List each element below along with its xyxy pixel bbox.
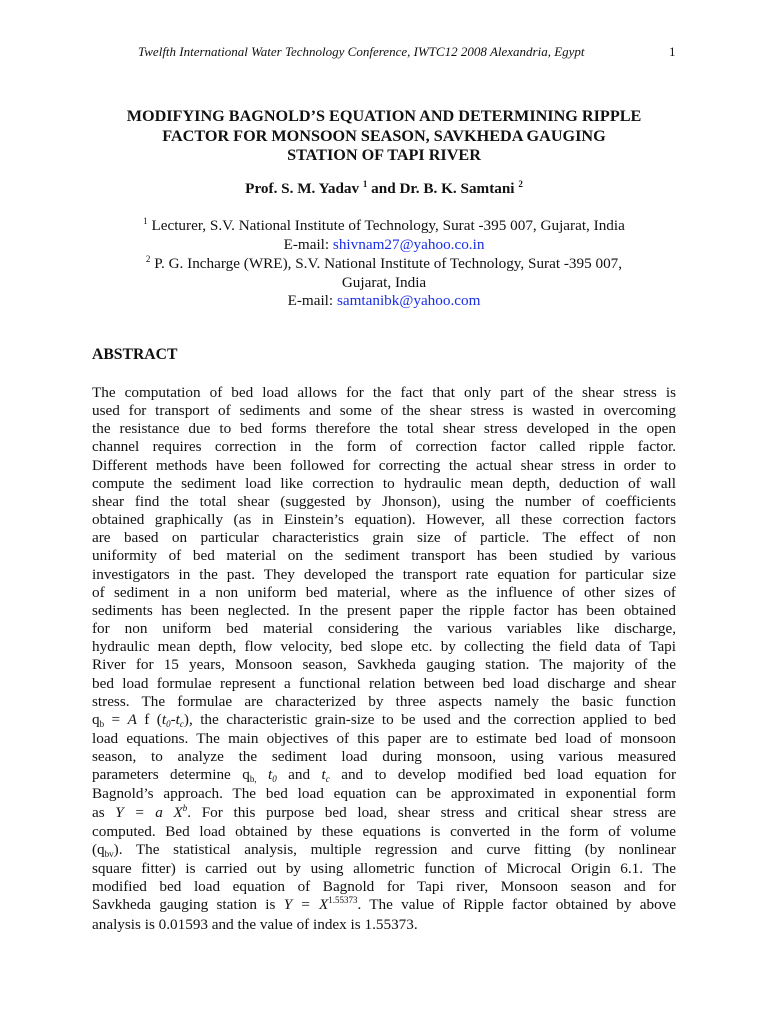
author-name: Dr. B. K. Samtani [399,180,515,197]
author-line [92,180,676,199]
affiliation-2: $^2$ P. G. Incharge (WRE), S.V. National Institute of Technology, Surat -395 007, [145,253,623,272]
conference-name: Twelfth International Water Technology Conference, IWTC12 2008 Alexandria, Egypt [138,44,585,59]
abstract-line: River for 15 years, Monsoon season, Savkheda gauging station. The majority of the [92,656,676,674]
abstract-line: Bagnold’s approach. The bed load equation can be approximated in exponential form [92,785,676,803]
abstract-line: obtained graphically (as in Einstein’s equation). However, all these correction factors [92,511,676,529]
abstract-line: hydraulic mean depth, flow velocity, bed slope etc. by collecting the field data of Tapi [92,638,676,656]
abstract-line: compute the sediment load like correction to hydraulic mean depth, deduction of wall [92,474,676,492]
abstract-line-formula: parameters determine $q_{b,}$ $t_0$ and $t_c$ and to develop modified bed load equation for [92,766,677,785]
affiliation-1: $^1$ Lecturer, S.V. National Institute of Technology, Surat -395 007, Gujarat, India [143,216,625,234]
affiliations [92,217,676,310]
abstract-line: computed. Bed load obtained by these equations is converted in the form of volume [92,822,676,840]
abstract-heading: ABSTRACT [92,346,178,363]
affiliation-marker: 1 [362,179,368,189]
page-number: 1 [669,44,676,59]
abstract-line: season, to analyze the sediment load during monsoon, using various measured [92,748,676,766]
email-link[interactable]: shivnam27@yahoo.co.in [332,236,485,254]
abstract-line: modified bed load equation of Bagnold for Tapi river, Monsoon season and for [92,878,676,896]
abstract-line: bed load formulae represent a functional relation between bed load discharge and shear [92,674,676,692]
email-link[interactable]: samtanibk@yahoo.com [336,292,481,310]
abstract-line: for non uniform bed material considering the various variables like discharge, [92,620,676,638]
affiliation-marker: 2 [145,253,151,264]
affiliation-marker: 2 [518,179,523,189]
abstract-line: investigators in the past. They developed the transport rate equation for particular size [92,565,676,583]
abstract-line: shear find the total shear (suggested by Jhonson), using the number of coefficients [92,492,676,510]
abstract-line: used for transport of sediments and some of the shear stress is wasted in overcoming [92,402,676,420]
abstract-line: load equations. The main objectives of this paper are to estimate bed load of monsoon [92,729,676,747]
abstract-line: stress. The formulae are characterized by three aspects namely the basic function [92,692,676,710]
abstract-line: the resistance due to bed forms therefore the total shear stress developed in the open [92,420,676,438]
affiliation-2-cont: Gujarat, India [341,273,427,291]
title-line: FACTOR FOR MONSOON SEASON, SAVKHEDA GAUGING [162,126,606,145]
abstract-line: sediments has been neglected. In the present paper the ripple factor has been obtained [92,601,676,619]
paper-title [92,107,676,166]
abstract-line: uniformity of bed material on the sediment transport has been studied by various [92,547,676,565]
abstract-line: channel requires correction in the form of correction factor called ripple factor. [92,438,676,456]
title-line: STATION OF TAPI RIVER [287,146,481,164]
email-line: E-mail: shivnam27@yahoo.co.in [283,236,485,254]
abstract-text [92,384,676,934]
abstract-line: Different methods have been followed for correcting the actual shear stress in order to [92,456,676,474]
abstract-line: square fitter) is carried out by using allometric function of Microcal Origin 6.1. The [92,860,676,878]
affiliation-marker: 1 [143,216,148,226]
abstract-line: of sediment in a non uniform bed material, where as the influence of other sizes of [92,583,676,601]
email-line: E-mail: samtanibk@yahoo.com [287,292,481,310]
abstract-line-formula: as Y = a $X^b$. For this purpose bed load, shear stress and critical shear stress are [92,802,676,821]
abstract-line-formula: Savkheda gauging station is $Y = X^{1.55373}$. The value of Ripple factor obtained by above [92,895,676,914]
author-conjunction: and [371,180,396,197]
abstract-line: analysis is 0.01593 and the value of index is 1.55373. [92,915,418,933]
title-line: MODIFYING BAGNOLD’S EQUATION AND DETERMINING RIPPLE [126,107,642,125]
abstract-line-formula: $(q_{bv})$. The statistical analysis, multiple regression and curve fitting (by nonlinear [92,840,676,859]
abstract-line: are based on particular characteristics grain size of particle. The effect of non [92,529,676,547]
abstract-line: The computation of bed load allows for the fact that only part of the shear stress is [92,384,676,401]
author-name: Prof. S. M. Yadav [245,180,360,197]
abstract-line-formula: $q_b = A$ f $(t_0-t_c)$, the characteristic grain-size to be used and the correction applied to bed [92,710,676,729]
